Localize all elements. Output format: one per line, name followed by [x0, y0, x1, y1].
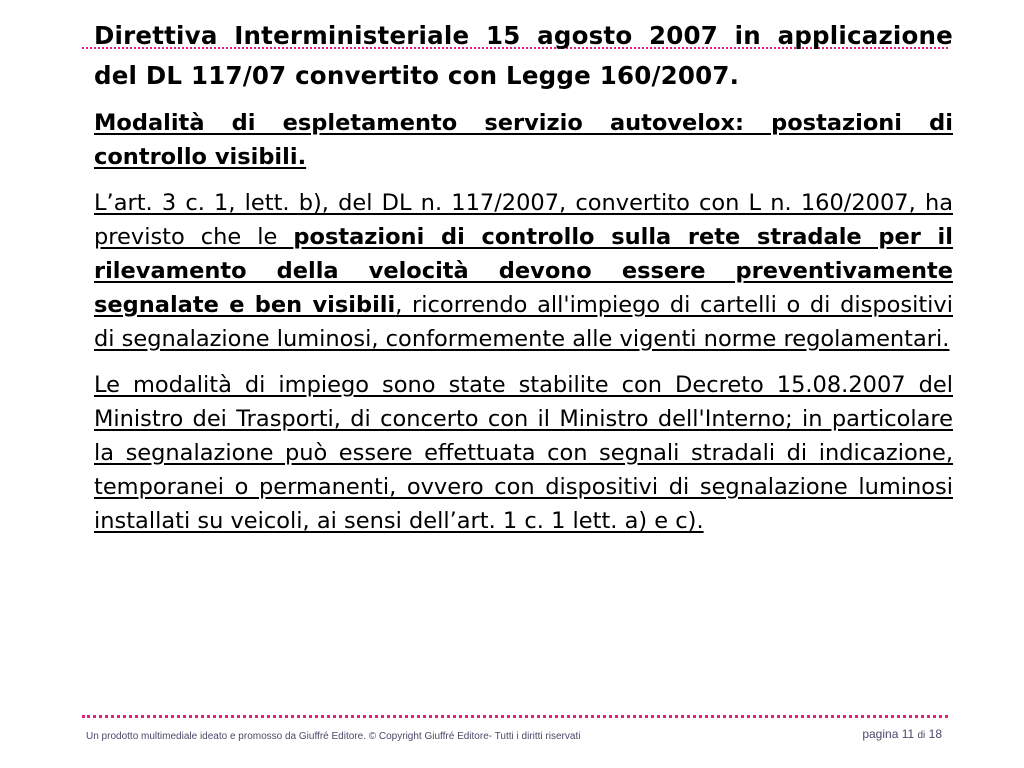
page-label: pagina 11 [862, 727, 915, 741]
slide-content [94, 16, 953, 550]
page-indicator [862, 727, 942, 741]
paragraph-decree: Le modalità di impiego sono state stabilite con Decreto 15.08.2007 del Ministro dei Trasporti, di concerto con il Ministro dell'Interno; in particolare la segnalazione può essere effettuata con segnali stradali di indicazione, temporanei o permanenti, ovvero con dispositivi di segnalazione luminosi installati su veicoli, ai sensi dell’art. 1 c. 1 lett. a) e c). [94, 372, 953, 534]
page-of-label: di [917, 730, 926, 741]
paragraph-emphasis: postazioni di controllo sulla rete stradale per il rilevamento della velocità devono essere preventivamente segnalate e ben visibili [94, 224, 953, 318]
paragraph-legal-reference [94, 186, 953, 356]
section-subtitle: Modalità di espletamento servizio autovelox: postazioni di controllo visibili. [94, 110, 953, 170]
page-total: 18 [928, 727, 942, 741]
paragraph-intro: L’art. 3 c. 1, lett. b), del DL n. 117/2007, convertito con L n. 160/2007, ha previsto che le [94, 190, 953, 250]
footer-copyright: Un prodotto multimediale ideato e promosso da Giuffré Editore. © Copyright Giuffré Editore- Tutti i diritti riservati [86, 731, 581, 742]
paragraph-rest: , ricorrendo all'impiego di cartelli o di dispositivi di segnalazione luminosi, conformemente alle vigenti norme regolamentari. [94, 292, 954, 352]
footer-divider [82, 715, 948, 718]
slide-title: Direttiva Interministeriale 15 agosto 2007 in applicazione del DL 117/07 convertito con Legge 160/2007. [94, 21, 953, 90]
